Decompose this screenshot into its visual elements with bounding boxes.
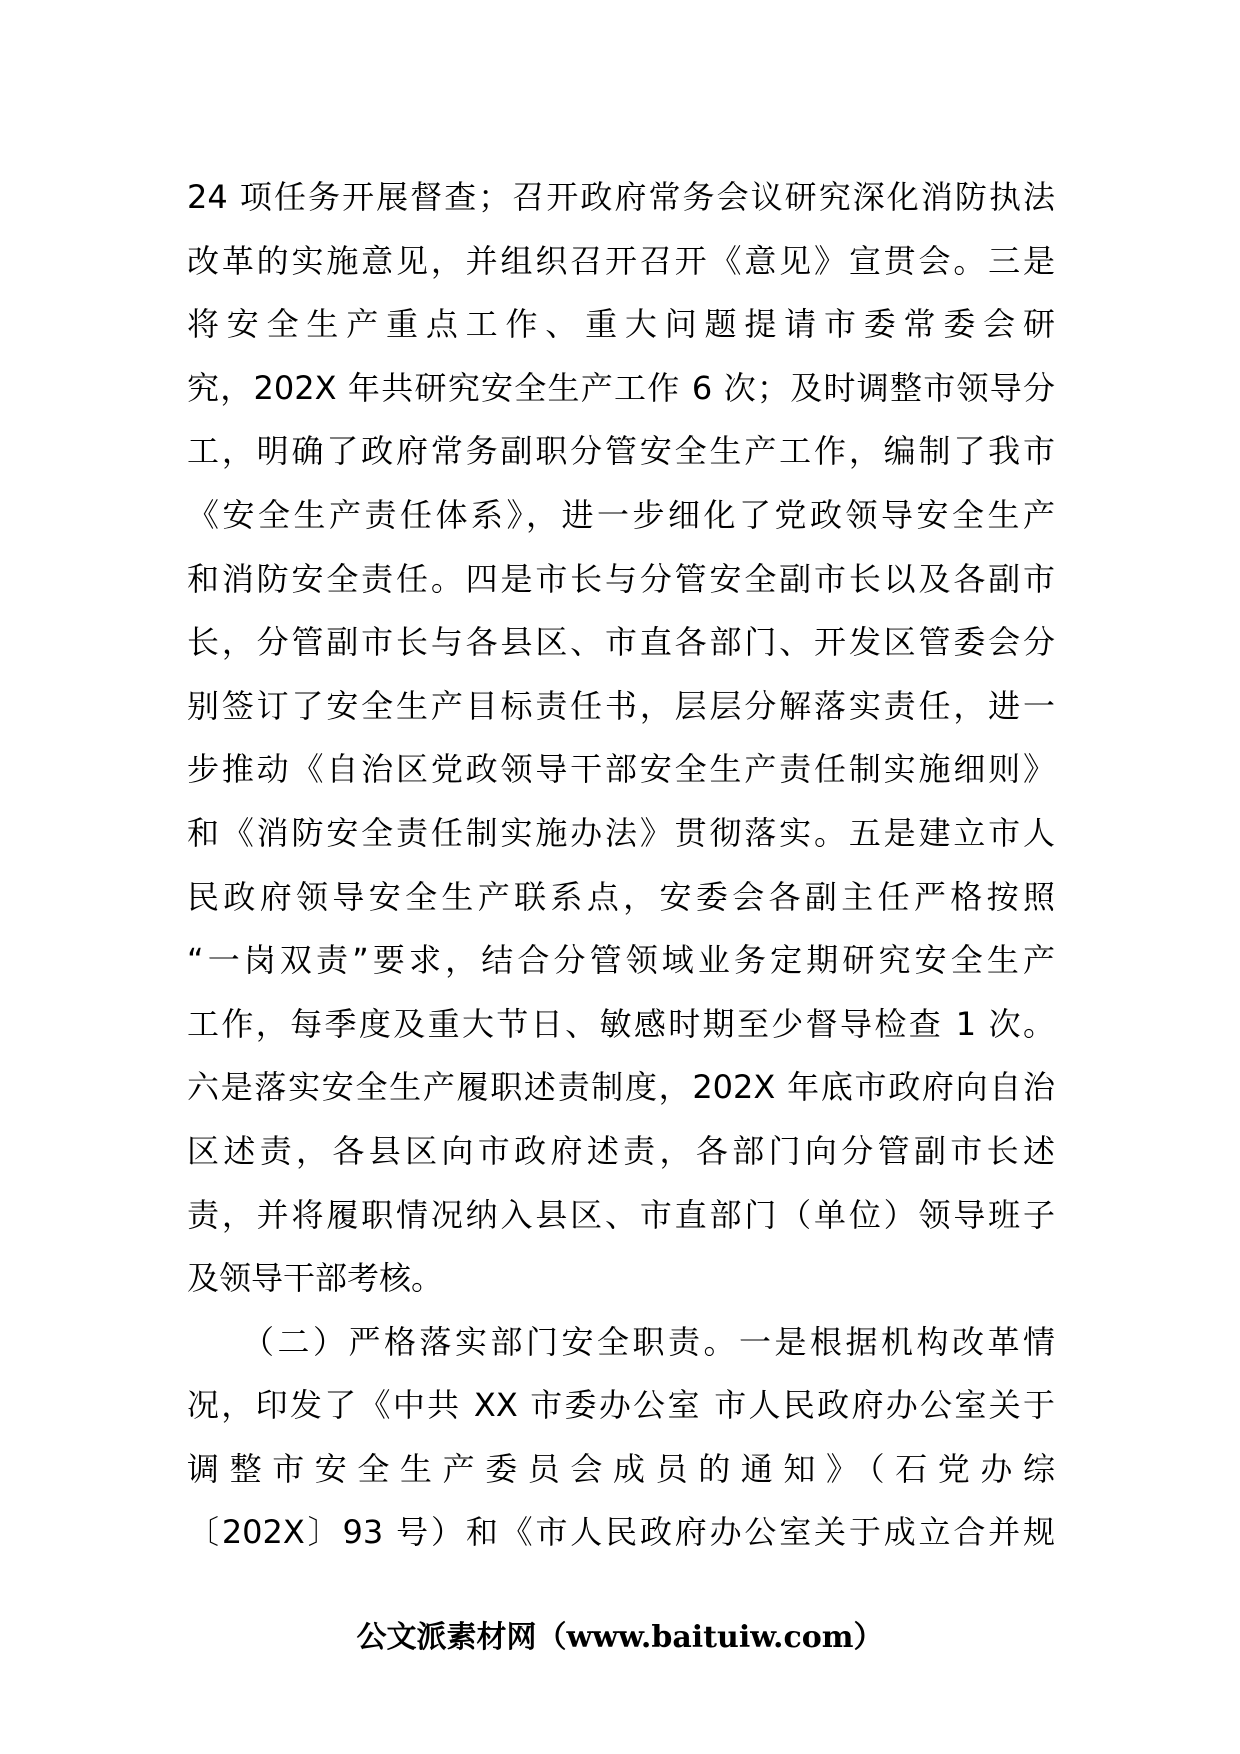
body-line-16: 区述责，各县区向市政府述责，各部门向分管副市长述	[187, 1131, 1055, 1170]
document-body	[187, 166, 1055, 1565]
body-line-21: 调整市安全生产委员会成员的通知》（石党办综	[187, 1449, 1055, 1488]
body-line-22: 〔202X〕93 号）和《市人民政府办公室关于成立合并规	[187, 1513, 1055, 1552]
body-line-1: 24 项任务开展督查；召开政府常务会议研究深化消防执法	[187, 178, 1055, 216]
body-line-20: 况，印发了《中共 XX 市委办公室 市人民政府办公室关于	[187, 1386, 1055, 1425]
body-line-14: 工作，每季度及重大节日、敏感时期至少督导检查 1 次。	[187, 1004, 1055, 1043]
body-line-13: “一岗双责”要求，结合分管领域业务定期研究安全生产	[187, 941, 1055, 980]
body-line-5: 工，明确了政府常务副职分管安全生产工作，编制了我市	[187, 432, 1055, 471]
body-line-19: （二）严格落实部门安全职责。一是根据机构改革情	[187, 1322, 1055, 1361]
body-line-4: 究，202X 年共研究安全生产工作 6 次；及时调整市领导分	[187, 368, 1055, 407]
body-line-7: 和消防安全责任。四是市长与分管安全副市长以及各副市	[187, 559, 1055, 598]
body-line-9: 别签订了安全生产目标责任书，层层分解落实责任，进一	[187, 686, 1055, 725]
body-line-2: 改革的实施意见，并组织召开召开《意见》宣贯会。三是	[187, 241, 1055, 280]
body-line-17: 责，并将履职情况纳入县区、市直部门（单位）领导班子	[187, 1195, 1055, 1234]
body-line-3: 将安全生产重点工作、重大问题提请市委常委会研	[187, 305, 1055, 344]
body-line-15: 六是落实安全生产履职述责制度，202X 年底市政府向自治	[187, 1068, 1055, 1107]
body-line-12: 民政府领导安全生产联系点，安委会各副主任严格按照	[187, 877, 1055, 916]
body-line-18: 及领导干部考核。	[187, 1259, 444, 1298]
body-line-8: 长，分管副市长与各县区、市直各部门、开发区管委会分	[187, 623, 1055, 662]
body-line-6: 《安全生产责任体系》，进一步细化了党政领导安全生产	[187, 495, 1055, 534]
footer-watermark-text: 公文派素材网（www.baituiw.com）	[356, 1620, 884, 1655]
body-line-11: 和《消防安全责任制实施办法》贯彻落实。五是建立市人	[187, 813, 1055, 852]
body-line-10: 步推动《自治区党政领导干部安全生产责任制实施细则》	[187, 750, 1055, 789]
